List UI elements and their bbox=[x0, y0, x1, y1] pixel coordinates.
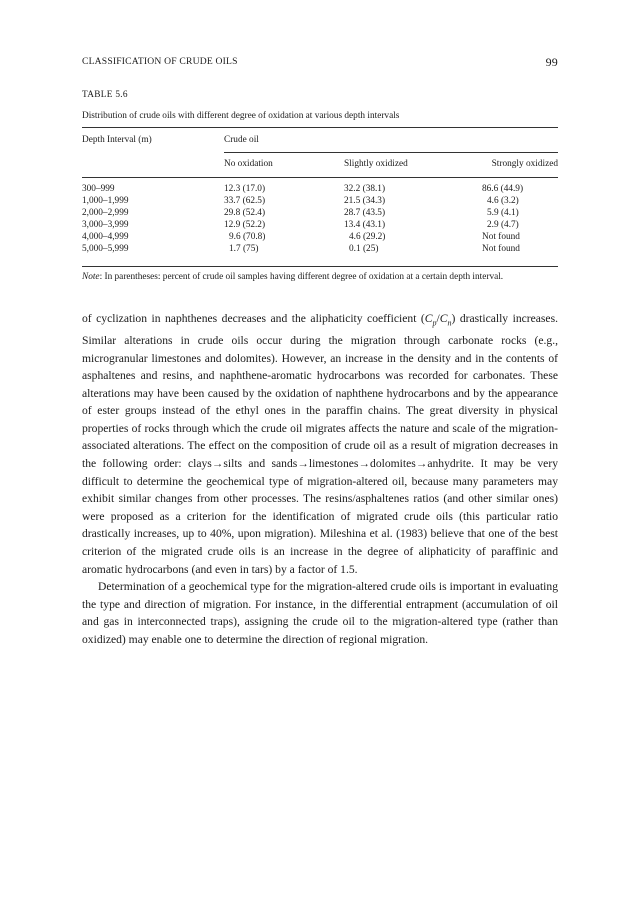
cell-strongly-oxidized: 86.6 (44.9) bbox=[482, 184, 524, 194]
column-header-slightly-oxidized: Slightly oxidized bbox=[344, 159, 408, 169]
cell-no-oxidation: 12.9 (52.2) bbox=[224, 220, 266, 230]
table-body bbox=[82, 184, 558, 256]
column-header-strongly-oxidized: Strongly oxidized bbox=[491, 159, 558, 169]
cell-depth: 2,000–2,999 bbox=[82, 208, 129, 218]
cell-strongly-oxidized: 2.9 (4.7) bbox=[487, 220, 519, 230]
cell-depth: 1,000–1,999 bbox=[82, 196, 129, 206]
table-row bbox=[82, 184, 558, 196]
running-title: CLASSIFICATION OF CRUDE OILS bbox=[82, 56, 238, 67]
paragraph-1 bbox=[82, 310, 558, 578]
symbol-cn-subscript: n bbox=[447, 318, 452, 328]
cell-strongly-oxidized: 4.6 (3.2) bbox=[487, 196, 519, 206]
note-text: : In parentheses: percent of crude oil samples having different degree of oxidation at a certain depth interval. bbox=[99, 272, 504, 282]
symbol-cp-letter: C bbox=[424, 312, 433, 325]
cell-slightly-oxidized: 28.7 (43.5) bbox=[344, 208, 386, 218]
cell-no-oxidation: 33.7 (62.5) bbox=[224, 196, 266, 206]
cell-slightly-oxidized: 32.2 (38.1) bbox=[344, 184, 386, 194]
cell-strongly-oxidized: 5.9 (4.1) bbox=[487, 208, 519, 218]
paragraph-1-lead: of cyclization in naphthenes decreases and the aliphaticity coefficient ( bbox=[82, 312, 425, 325]
column-header-depth: Depth Interval (m) bbox=[82, 135, 152, 145]
symbol-slash: / bbox=[436, 312, 440, 325]
group-header-rule bbox=[224, 152, 558, 153]
symbol-cp bbox=[424, 312, 437, 328]
table-row bbox=[82, 244, 558, 256]
table-row bbox=[82, 220, 558, 232]
cell-slightly-oxidized: 4.6 (29.2) bbox=[349, 232, 386, 242]
table-bottom-rule bbox=[82, 266, 558, 267]
table-row bbox=[82, 208, 558, 220]
cell-no-oxidation: 9.6 (70.8) bbox=[229, 232, 266, 242]
table-top-rule bbox=[82, 127, 558, 128]
table-caption: Distribution of crude oils with different degree of oxidation at various depth intervals bbox=[82, 111, 400, 121]
symbol-cn bbox=[439, 312, 452, 328]
cell-depth: 3,000–3,999 bbox=[82, 220, 129, 230]
cell-depth: 300–999 bbox=[82, 184, 115, 194]
body-text bbox=[82, 310, 558, 649]
cell-no-oxidation: 29.8 (52.4) bbox=[224, 208, 266, 218]
running-header bbox=[82, 56, 558, 70]
cell-strongly-oxidized: Not found bbox=[482, 232, 520, 242]
cell-depth: 5,000–5,999 bbox=[82, 244, 129, 254]
paragraph-1-rest: ) drastically increases. Similar alterations in crude oils occur during the migration through carbonate rocks (e.g., microgranular limestones and dolomites). However, an increase in the density and in the contents of asphaltenes and resins, and naphthene-aromatic hydrocarbons was recorded for carbonates. These alterations may have been caused by the oxidation of naphthene hydrocarbons and by the appearance of ester groups instead of the ethyl ones in the paraffin chains. The great diversity in physical properties of rocks through which the crude oil migrates affects the nature and scale of the migration-associated alterations. The effect on the composition of crude oil as a result of migration decreases in the following order: clays→silts and sands→limestones→dolomites→anhydrite. It may be very difficult to determine the geochemical type of migration-altered oil, because many parameters may exhibit similar changes from other processes. The resins/asphaltenes ratios (and other similar ones) were proposed as a criterion for the identification of migrated crude oils (this particular ratio drastically increases, up to 40%, upon migration). Mileshina et al. (1983) believe that one of the best criterion of the migrated crude oils is an increase in the degree of aliphaticity of paraffinic and aromatic hydrocarbons (and even in tars) by a factor of 1.5. bbox=[82, 312, 558, 576]
cell-no-oxidation: 1.7 (75) bbox=[229, 244, 259, 254]
table-row bbox=[82, 196, 558, 208]
symbol-cp-subscript: p bbox=[432, 318, 437, 328]
column-group-header: Crude oil bbox=[224, 135, 259, 145]
symbol-cn-letter: C bbox=[439, 312, 448, 325]
cell-slightly-oxidized: 13.4 (43.1) bbox=[344, 220, 386, 230]
paragraph-2: Determination of a geochemical type for the migration-altered crude oils is important in evaluating the type and direction of migration. For instance, in the differential entrapment (accumulation of oil and gas in interconnected traps), assigning the crude oil to the migration-altered type (rather than oxidized) may enable one to determine the direction of regional migration. bbox=[82, 580, 558, 646]
table-row bbox=[82, 232, 558, 244]
cell-slightly-oxidized: 21.5 (34.3) bbox=[344, 196, 386, 206]
header-bottom-rule bbox=[82, 177, 558, 178]
cell-no-oxidation: 12.3 (17.0) bbox=[224, 184, 266, 194]
cell-strongly-oxidized: Not found bbox=[482, 244, 520, 254]
column-header-no-oxidation: No oxidation bbox=[224, 159, 273, 169]
table-label: TABLE 5.6 bbox=[82, 90, 128, 100]
cell-slightly-oxidized: 0.1 (25) bbox=[349, 244, 379, 254]
note-label: Note bbox=[82, 272, 100, 282]
table-note bbox=[82, 270, 558, 285]
page-number: 99 bbox=[545, 55, 558, 69]
cell-depth: 4,000–4,999 bbox=[82, 232, 129, 242]
